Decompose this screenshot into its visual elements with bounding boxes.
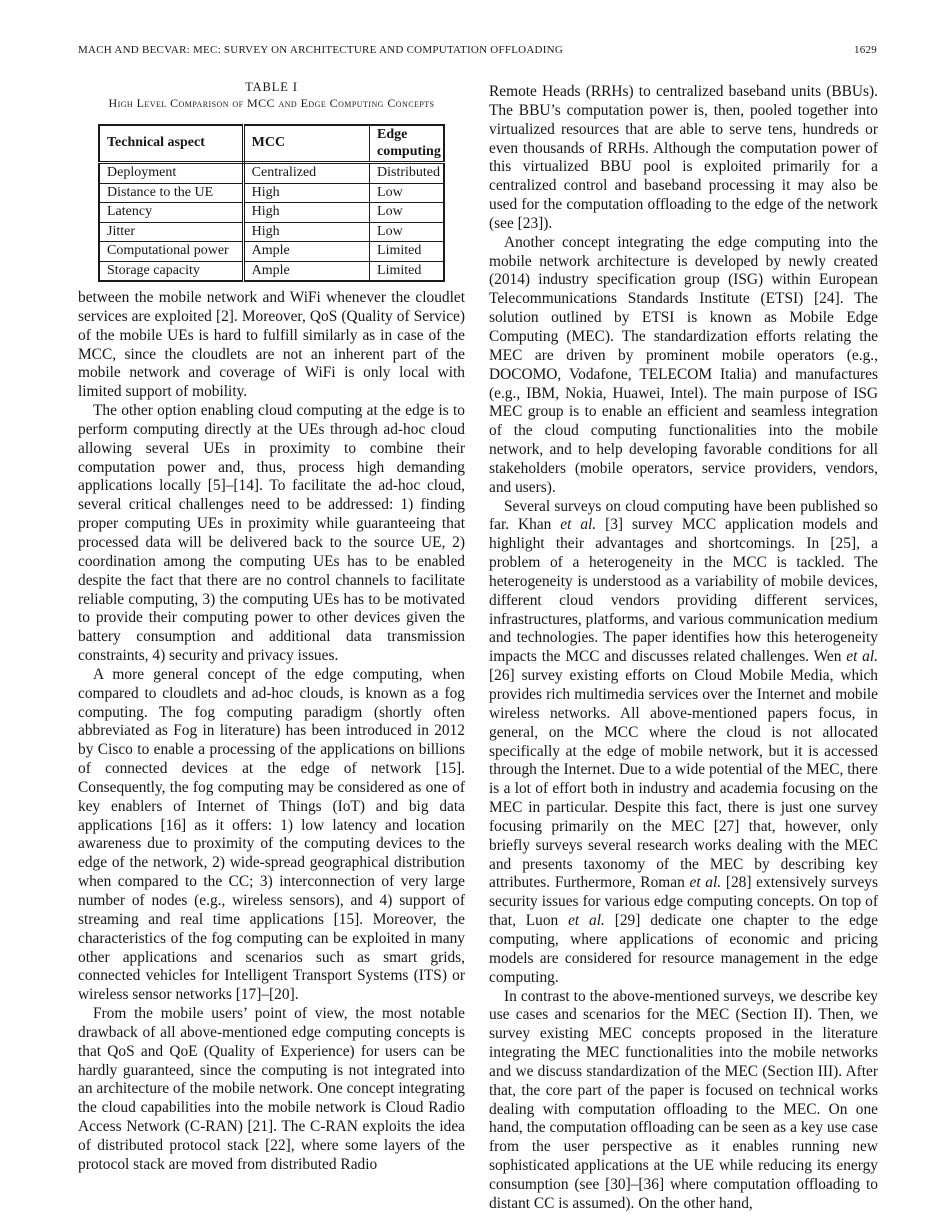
- running-header: [78, 44, 877, 56]
- table-caption-title: High Level Comparison of MCC and Edge Computing Concepts: [108, 96, 435, 110]
- paragraph: From the mobile users’ point of view, the most notable drawback of all above-mentioned edge computing concepts is that QoS and QoE (Quality of Experience) for users can be hardly guaranteed, since the computing is not integrated into an architecture of the mobile network. One concept integrating the cloud capabilities into the mobile network is Cloud Radio Access Network (C-RAN) [21]. The C-RAN exploits the idea of distributed protocol stack [22], where some layers of the protocol stack are moved from distributed Radio: [78, 1005, 465, 1173]
- table-cell: Limited: [370, 242, 444, 262]
- table-row: [99, 222, 444, 242]
- paragraph: Remote Heads (RRHs) to centralized baseband units (BBUs). The BBU’s computation power is, then, pooled together into virtualized resources that are able to serve tens, hundreds or even thousands of RRHs. Although the computation power of this virtualized BBU pool is exploited primarily for a centralized control and baseband processing it may also be used for the computation offloading to the edge of the network (see [23]).: [489, 83, 878, 232]
- right-column-text: [489, 83, 878, 1214]
- left-column-text: [78, 289, 465, 1175]
- table-caption-label: TABLE I: [245, 80, 298, 94]
- table-cell: High: [243, 183, 369, 203]
- table-cell: Limited: [370, 261, 444, 281]
- table-cell: Ample: [243, 242, 369, 262]
- paragraph: The other option enabling cloud computing at the edge is to perform computing directly at the UEs through ad-hoc cloud allowing several UEs in proximity to combine their computation power and, thus, process high demanding applications locally [5]–[14]. To facilitate the ad-hoc cloud, several critical challenges need to be addressed: 1) finding proper computing UEs in proximity while guaranteeing that processed data will be delivered back to the source UE, 2) coordination among the computing UEs has to be enabled despite the fact that there are no control channels to facilitate reliable computing, 3) the computing UEs has to be motivated to provide their computing power to other devices given the battery consumption and additional data transmission constraints, 4) security and privacy issues.: [78, 402, 465, 665]
- comparison-table-header-row: [99, 125, 444, 163]
- table-cell: High: [243, 203, 369, 223]
- table-cell: High: [243, 222, 369, 242]
- paragraph: In contrast to the above-mentioned surveys, we describe key use cases and scenarios for the MEC (Section II). Then, we survey existing MEC concepts proposed in the literature integrating the MEC functionalities into the mobile networks and we discuss standardization of the MEC (Section III). After that, the core part of the paper is focused on technical works dealing with computation offloading to the MEC. On one hand, the computation offloading can be seen as a key use case from the user perspective as it enables running new sophisticated applications at the UE while reducing its energy consumption (see [30]–[36] where computation offloading to distant CC is assumed). On the other hand,: [489, 987, 878, 1212]
- table-cell: Computational power: [99, 242, 243, 262]
- table-cell: Deployment: [99, 163, 243, 184]
- table-block: [78, 80, 465, 282]
- table-cell: Low: [370, 222, 444, 242]
- table-cell: Low: [370, 203, 444, 223]
- table-cell: Low: [370, 183, 444, 203]
- table-cell: Latency: [99, 203, 243, 223]
- table-row: [99, 183, 444, 203]
- table-cell: Ample: [243, 261, 369, 281]
- table-row: [99, 163, 444, 184]
- table-cell: Storage capacity: [99, 261, 243, 281]
- table-cell: Centralized: [243, 163, 369, 184]
- paragraph: A more general concept of the edge computing, when compared to cloudlets and ad-hoc clouds, is known as a fog computing. The fog computing paradigm (shortly often abbreviated as Fog in literature) has been introduced in 2012 by Cisco to enable a processing of the applications on billions of connected devices at the edge of network [15]. Consequently, the fog computing may be considered as one of key enablers of Internet of Things (IoT) and big data applications [16] as it offers: 1) low latency and location awareness due to proximity of the computing devices to the edge of the network, 2) wide-spread geographical distribution when compared to the CC; 3) interconnection of very large number of nodes (e.g., wireless sensors), and 4) support of streaming and real time applications [15]. Moreover, the characteristics of the fog computing can be exploited in many other applications and scenarios such as smart grids, connected vehicles for Intelligent Transport Systems (ITS) or wireless sensor networks [17]–[20].: [78, 665, 465, 1004]
- table-column-header: Edge computing: [370, 125, 444, 163]
- table-row: [99, 261, 444, 281]
- table-column-header: MCC: [243, 125, 369, 163]
- paragraph: Several surveys on cloud computing have been published so far. Khan et al. [3] survey MCC application models and highlight their advantages and shortcomings. In [25], a problem of a heterogeneity in the MCC is tackled. The heterogeneity is understood as a variability of mobile devices, different cloud vendors providing different services, infrastructures, platforms, and various communication medium and technologies. The paper identifies how this heterogeneity impacts the MCC and discusses related challenges. Wen et al. [26] survey existing efforts on Cloud Mobile Media, which provides rich multimedia services over the Internet and mobile wireless networks. All above-mentioned papers focus, in general, on the MCC where the cloud is not allocated specifically at the edge of mobile network, but it is accessed through the Internet. Due to a wide potential of the MEC, there is a lot of effort both in industry and academia focusing on the MEC in particular. Despite this fact, there is just one survey focusing primarily on the MEC [27] that, however, only briefly surveys several research works dealing with the MEC and presents taxonomy of the MEC by describing key attributes. Furthermore, Roman et al. [28] extensively surveys security issues for various edge computing concepts. On top of that, Luon et al. [29] dedicate one chapter to the edge computing, where applications of economic and pricing models are considered for resource management in the edge computing.: [489, 497, 878, 986]
- comparison-table-body: [99, 163, 444, 282]
- table-cell: Distance to the UE: [99, 183, 243, 203]
- paragraph: Another concept integrating the edge computing into the mobile network architecture is developed by newly created (2014) industry specification group (ISG) within European Telecommunications Standards Institute (ETSI) [24]. The solution outlined by ETSI is known as Mobile Edge Computing (MEC). The standardization efforts relating the MEC are driven by prominent mobile operators (e.g., DOCOMO, Vodafone, TELECOM Italia) and manufactures (e.g., IBM, Nokia, Huawei, Intel). The main purpose of ISG MEC group is to enable an efficient and seamless integration of the cloud computing functionalities into the mobile network, and to help developing favorable conditions for all stakeholders (mobile operators, service providers, vendors, and users).: [489, 233, 878, 496]
- table-cell: Jitter: [99, 222, 243, 242]
- table-column-header: Technical aspect: [99, 125, 243, 163]
- table-row: [99, 242, 444, 262]
- running-title: MACH AND BECVAR: MEC: SURVEY ON ARCHITECTURE AND COMPUTATION OFFLOADING: [78, 44, 564, 56]
- paragraph: between the mobile network and WiFi whenever the cloudlet services are exploited [2]. Moreover, QoS (Quality of Service) of the mobile UEs is hard to fulfill similarly as in case of the MCC, since the cloudlets are not an inherent part of the mobile network and coverage of WiFi is only local with limited support of mobility.: [78, 289, 465, 401]
- page-number: 1629: [854, 44, 877, 56]
- table-cell: Distributed: [370, 163, 444, 184]
- comparison-table: [98, 124, 445, 282]
- table-row: [99, 203, 444, 223]
